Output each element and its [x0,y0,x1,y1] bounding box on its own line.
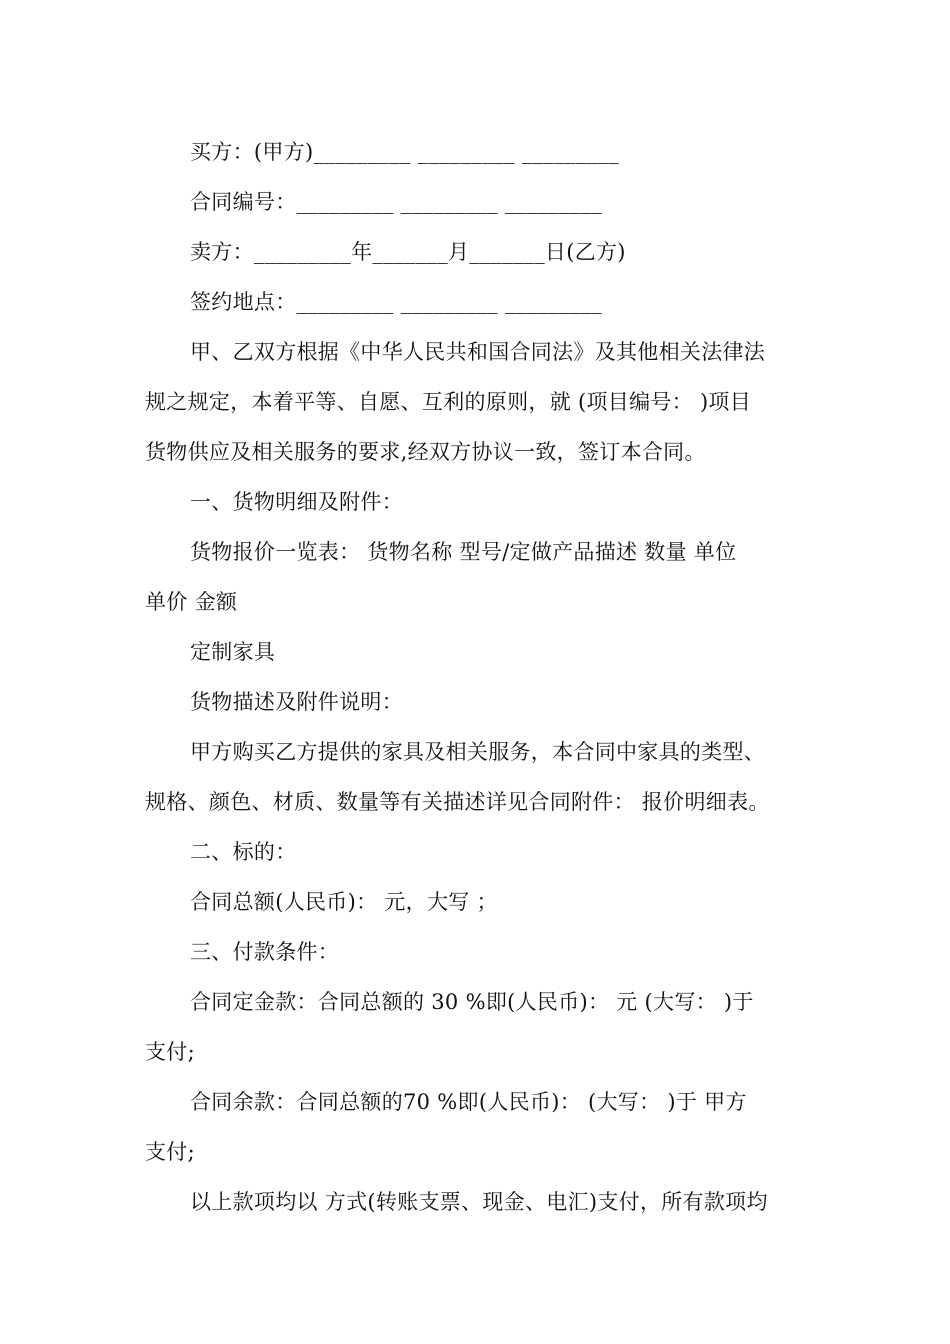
contract-total-line: 合同总额(人民币)： 元，大写 ； [190,890,498,914]
section-2-heading: 二、标的： [190,840,297,864]
deposit-line-1: 合同定金款：合同总额的 30 %即(人民币)： 元 (大写： )于 [190,990,754,1014]
payment-method-line: 以上款项均以 方式(转账支票、现金、电汇)支付，所有款项均 [190,1190,768,1214]
quote-table-header-1: 货物报价一览表： 货物名称 型号/定做产品描述 数量 单位 [190,540,737,564]
goods-item: 定制家具 [190,640,276,664]
signing-place-line: 签约地点：_________ _________ _________ [190,290,603,314]
goods-description-line-1: 甲方购买乙方提供的家具及相关服务，本合同中家具的类型、 [190,740,766,764]
preamble-line-3: 货物供应及相关服务的要求,经双方协议一致，签订本合同。 [145,440,706,464]
preamble-line-1: 甲、乙双方根据《中华人民共和国合同法》及其他相关法律法 [190,340,766,364]
deposit-line-2: 支付; [145,1040,195,1064]
section-1-heading: 一、货物明细及附件： [190,490,403,514]
balance-line-2: 支付; [145,1140,195,1164]
seller-line: 卖方：_________年_______月_______日(乙方) [190,240,626,264]
quote-table-header-2: 单价 金额 [145,590,238,614]
preamble-line-2: 规之规定，本着平等、自愿、互利的原则，就 (项目编号： )项目 [145,390,752,414]
contract-number-line: 合同编号：_________ _________ _________ [190,190,603,214]
balance-line-1: 合同余款：合同总额的70 %即(人民币)： (大写： )于 甲方 [190,1090,747,1114]
goods-description-heading: 货物描述及附件说明： [190,690,403,714]
goods-description-line-2: 规格、颜色、材质、数量等有关描述详见合同附件： 报价明细表。 [145,790,770,814]
buyer-line: 买方：(甲方)_________ _________ _________ [190,140,620,164]
section-3-heading: 三、付款条件： [190,940,340,964]
